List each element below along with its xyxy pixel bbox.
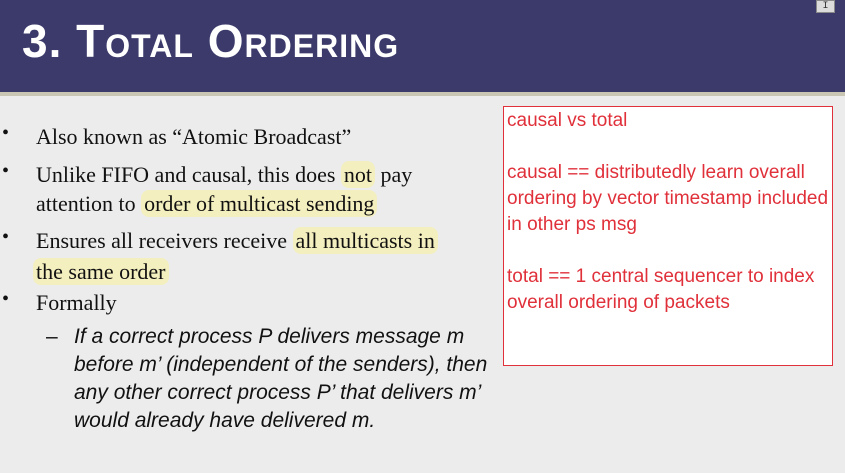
bullet-text: Formally: [36, 290, 117, 315]
sub-bullet-text: If a correct process P delivers message m before m’ (independent of the senders), then any other correct process P’ that delivers m’ would already have delivered m.: [74, 325, 488, 432]
bullet-line: [33, 257, 169, 287]
annotation-line: causal == distributedly learn overall ordering by vector timestamp included in other ps msg: [507, 162, 829, 235]
bullet-text: Also known as “Atomic Broadcast”: [36, 124, 352, 149]
slide-corner-icon[interactable]: I: [816, 0, 835, 13]
annotation-box[interactable]: [503, 106, 833, 366]
annotation-line: causal vs total: [507, 110, 628, 131]
title-bar: [0, 0, 845, 96]
sub-bullet-dash: –: [46, 325, 58, 348]
bullet-dot-icon: •: [2, 122, 10, 144]
bullet-dot-icon: •: [2, 160, 10, 182]
highlighted-text: all multicasts in: [293, 227, 438, 254]
highlighted-text: order of multicast sending: [141, 190, 377, 217]
highlighted-text: not: [341, 161, 375, 188]
bullet-text: pay: [375, 162, 413, 187]
bullet-line: [36, 189, 377, 219]
highlighted-text: the same order: [33, 258, 169, 285]
bullet-dot-icon: •: [2, 288, 10, 310]
bullet-dot-icon: •: [2, 226, 10, 248]
annotation-line: total == 1 central sequencer to index overall ordering of packets: [507, 266, 815, 313]
slide-title: 3. Total Ordering: [22, 15, 400, 67]
bullet-text: Unlike FIFO and causal, this does: [36, 162, 341, 187]
bullet-line: [36, 226, 438, 256]
bullet-line: [36, 160, 412, 190]
bullet-text: Ensures all receivers receive: [36, 228, 293, 253]
bullet-text: attention to: [36, 191, 142, 216]
